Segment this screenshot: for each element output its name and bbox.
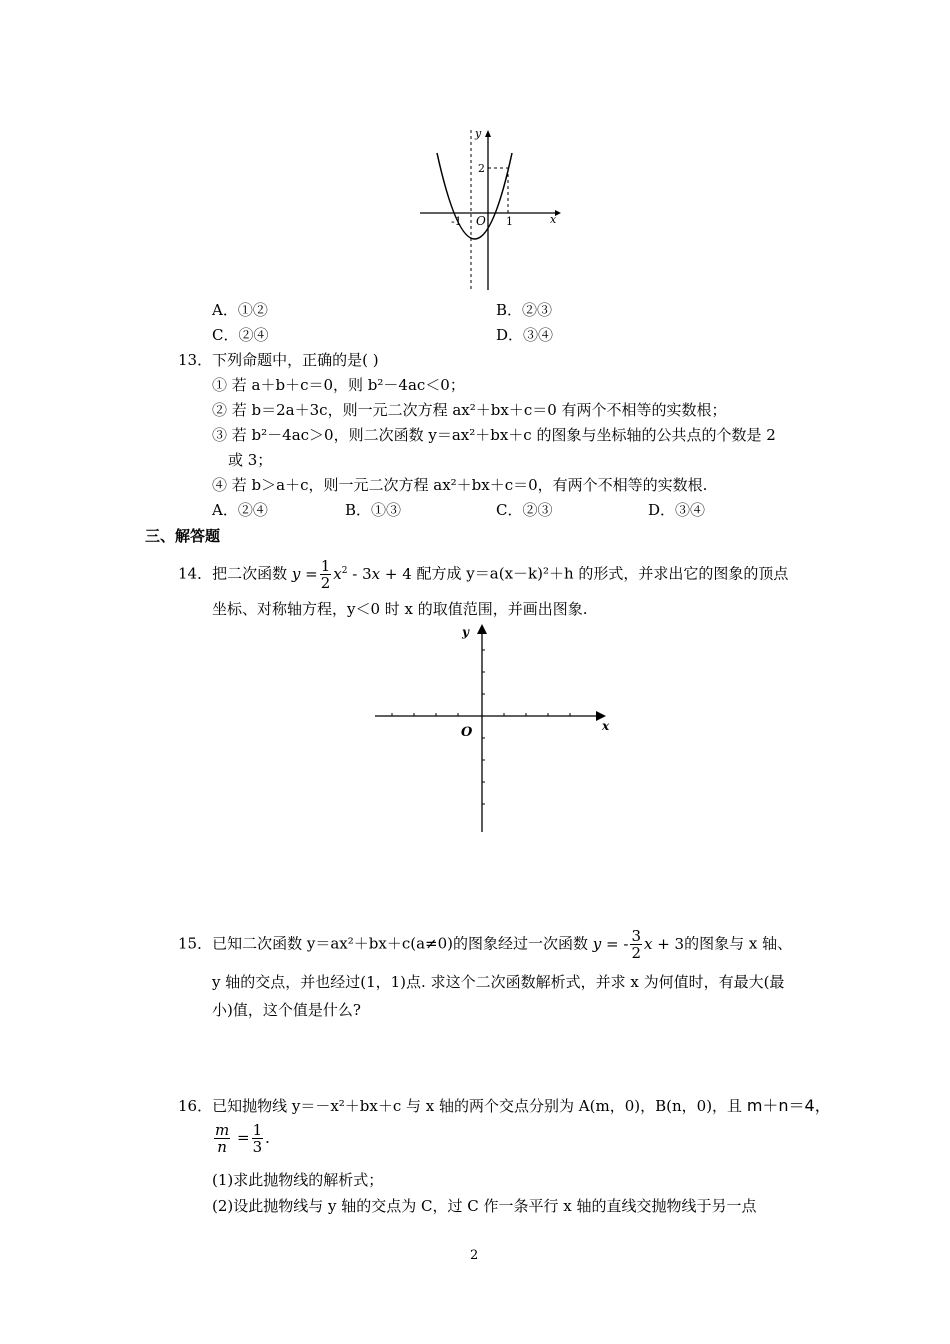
q15-formula: y = - $\frac{3}{2}$ x + 3 [592, 927, 685, 962]
q14-line1 [178, 558, 788, 591]
ratio-den-left: n [217, 1138, 227, 1156]
q16-part2: (2)设此抛物线与 y 轴的交点为 C，过 C 作一条平行 x 轴的直线交抛物线于另一点 [212, 1197, 757, 1215]
q16-ratio: $\frac{m}{n}$ = $\frac{1}{3}$ ． [215, 1121, 281, 1156]
origin-label: O [476, 214, 486, 228]
q15-text-b: 的图象与 x 轴、 [684, 934, 793, 953]
q13-option-d: D．③④ [648, 501, 706, 519]
parabola-figure [415, 125, 565, 295]
q13-statement-2: ② 若 b＝2a＋3c，则一元二次方程 ax²＋bx＋c＝0 有两个不相等的实数根； [212, 401, 727, 419]
q14-formula: y = $\frac{1}{2}$ $x^2 - 3x + 4$ [291, 557, 412, 592]
q12-option-c: C．②④ [212, 326, 269, 344]
q16-number: 16． [178, 1097, 213, 1115]
q13-statement-3-cont: 或 3； [228, 451, 273, 469]
q15-text-a: 已知二次函数 y＝ax²＋bx＋c(a≠0)的图象经过一次函数 [212, 934, 588, 953]
q13-statement-3: ③ 若 b²－4ac＞0，则二次函数 y＝ax²＋bx＋c 的图象与坐标轴的公共点的个数是 2 [212, 426, 776, 444]
q12-option-a: A．①② [212, 301, 268, 319]
q13-stem: 13．下列命题中，正确的是( ) [178, 351, 379, 369]
q14-number: 14． [178, 564, 213, 583]
q16-line1 [178, 1096, 831, 1116]
q13-option-b: B．①③ [345, 501, 402, 519]
page-number: 2 [470, 1248, 479, 1263]
q13-statement-1: ① 若 a＋b＋c＝0，则 b²－4ac＜0； [212, 376, 465, 394]
q15-line1 [178, 928, 792, 961]
q12-option-d: D．③④ [496, 326, 554, 344]
ratio-num-right: 1 [252, 1121, 263, 1139]
q13-option-a: A．②④ [212, 501, 268, 519]
q13-option-c: C．②③ [496, 501, 553, 519]
q14-text-before: 把二次函数 [212, 564, 288, 583]
grid-y-label: y [462, 625, 469, 639]
ratio-den-right: 3 [252, 1138, 263, 1156]
q14-text-after: 配方成 y＝a(x－k)²＋h 的形式，并求出它的图象的顶点 [416, 564, 789, 583]
section-title: 三、解答题 [145, 527, 221, 545]
q13-statement-4: ④ 若 b＞a＋c，则一元二次方程 ax²＋bx＋c＝0，有两个不相等的实数根. [212, 476, 708, 494]
q15-number: 15． [178, 934, 213, 953]
ratio-tail: ． [265, 1128, 281, 1147]
q16-part1: (1)求此抛物线的解析式； [212, 1171, 384, 1189]
q16-text: 已知抛物线 y＝－x²＋bx＋c 与 x 轴的两个交点分别为 A(m，0)，B(n，0)，且 [212, 1097, 743, 1115]
x-axis-label: x [550, 213, 557, 226]
tick-2: 2 [478, 162, 485, 175]
coordinate-grid [370, 620, 615, 835]
grid-origin-label: O [461, 725, 473, 740]
tick-1: 1 [506, 215, 513, 228]
tick-neg1: -1 [451, 215, 462, 228]
q15-line2: y 轴的交点，并也经过(1，1)点. 求这个二次函数解析式，并求 x 为何值时，有最大(最 [212, 973, 785, 991]
ratio-num-left: m [215, 1121, 230, 1139]
y-axis-label: y [475, 127, 482, 140]
q16-condition-sum: m＋n＝4， [746, 1096, 831, 1115]
q15-line3: 小)值，这个值是什么? [212, 1001, 361, 1019]
grid-x-label: x [602, 719, 610, 733]
q14-line2: 坐标、对称轴方程，y＜0 时 x 的取值范围，并画出图象. [212, 600, 588, 618]
q12-option-b: B．②③ [496, 301, 553, 319]
